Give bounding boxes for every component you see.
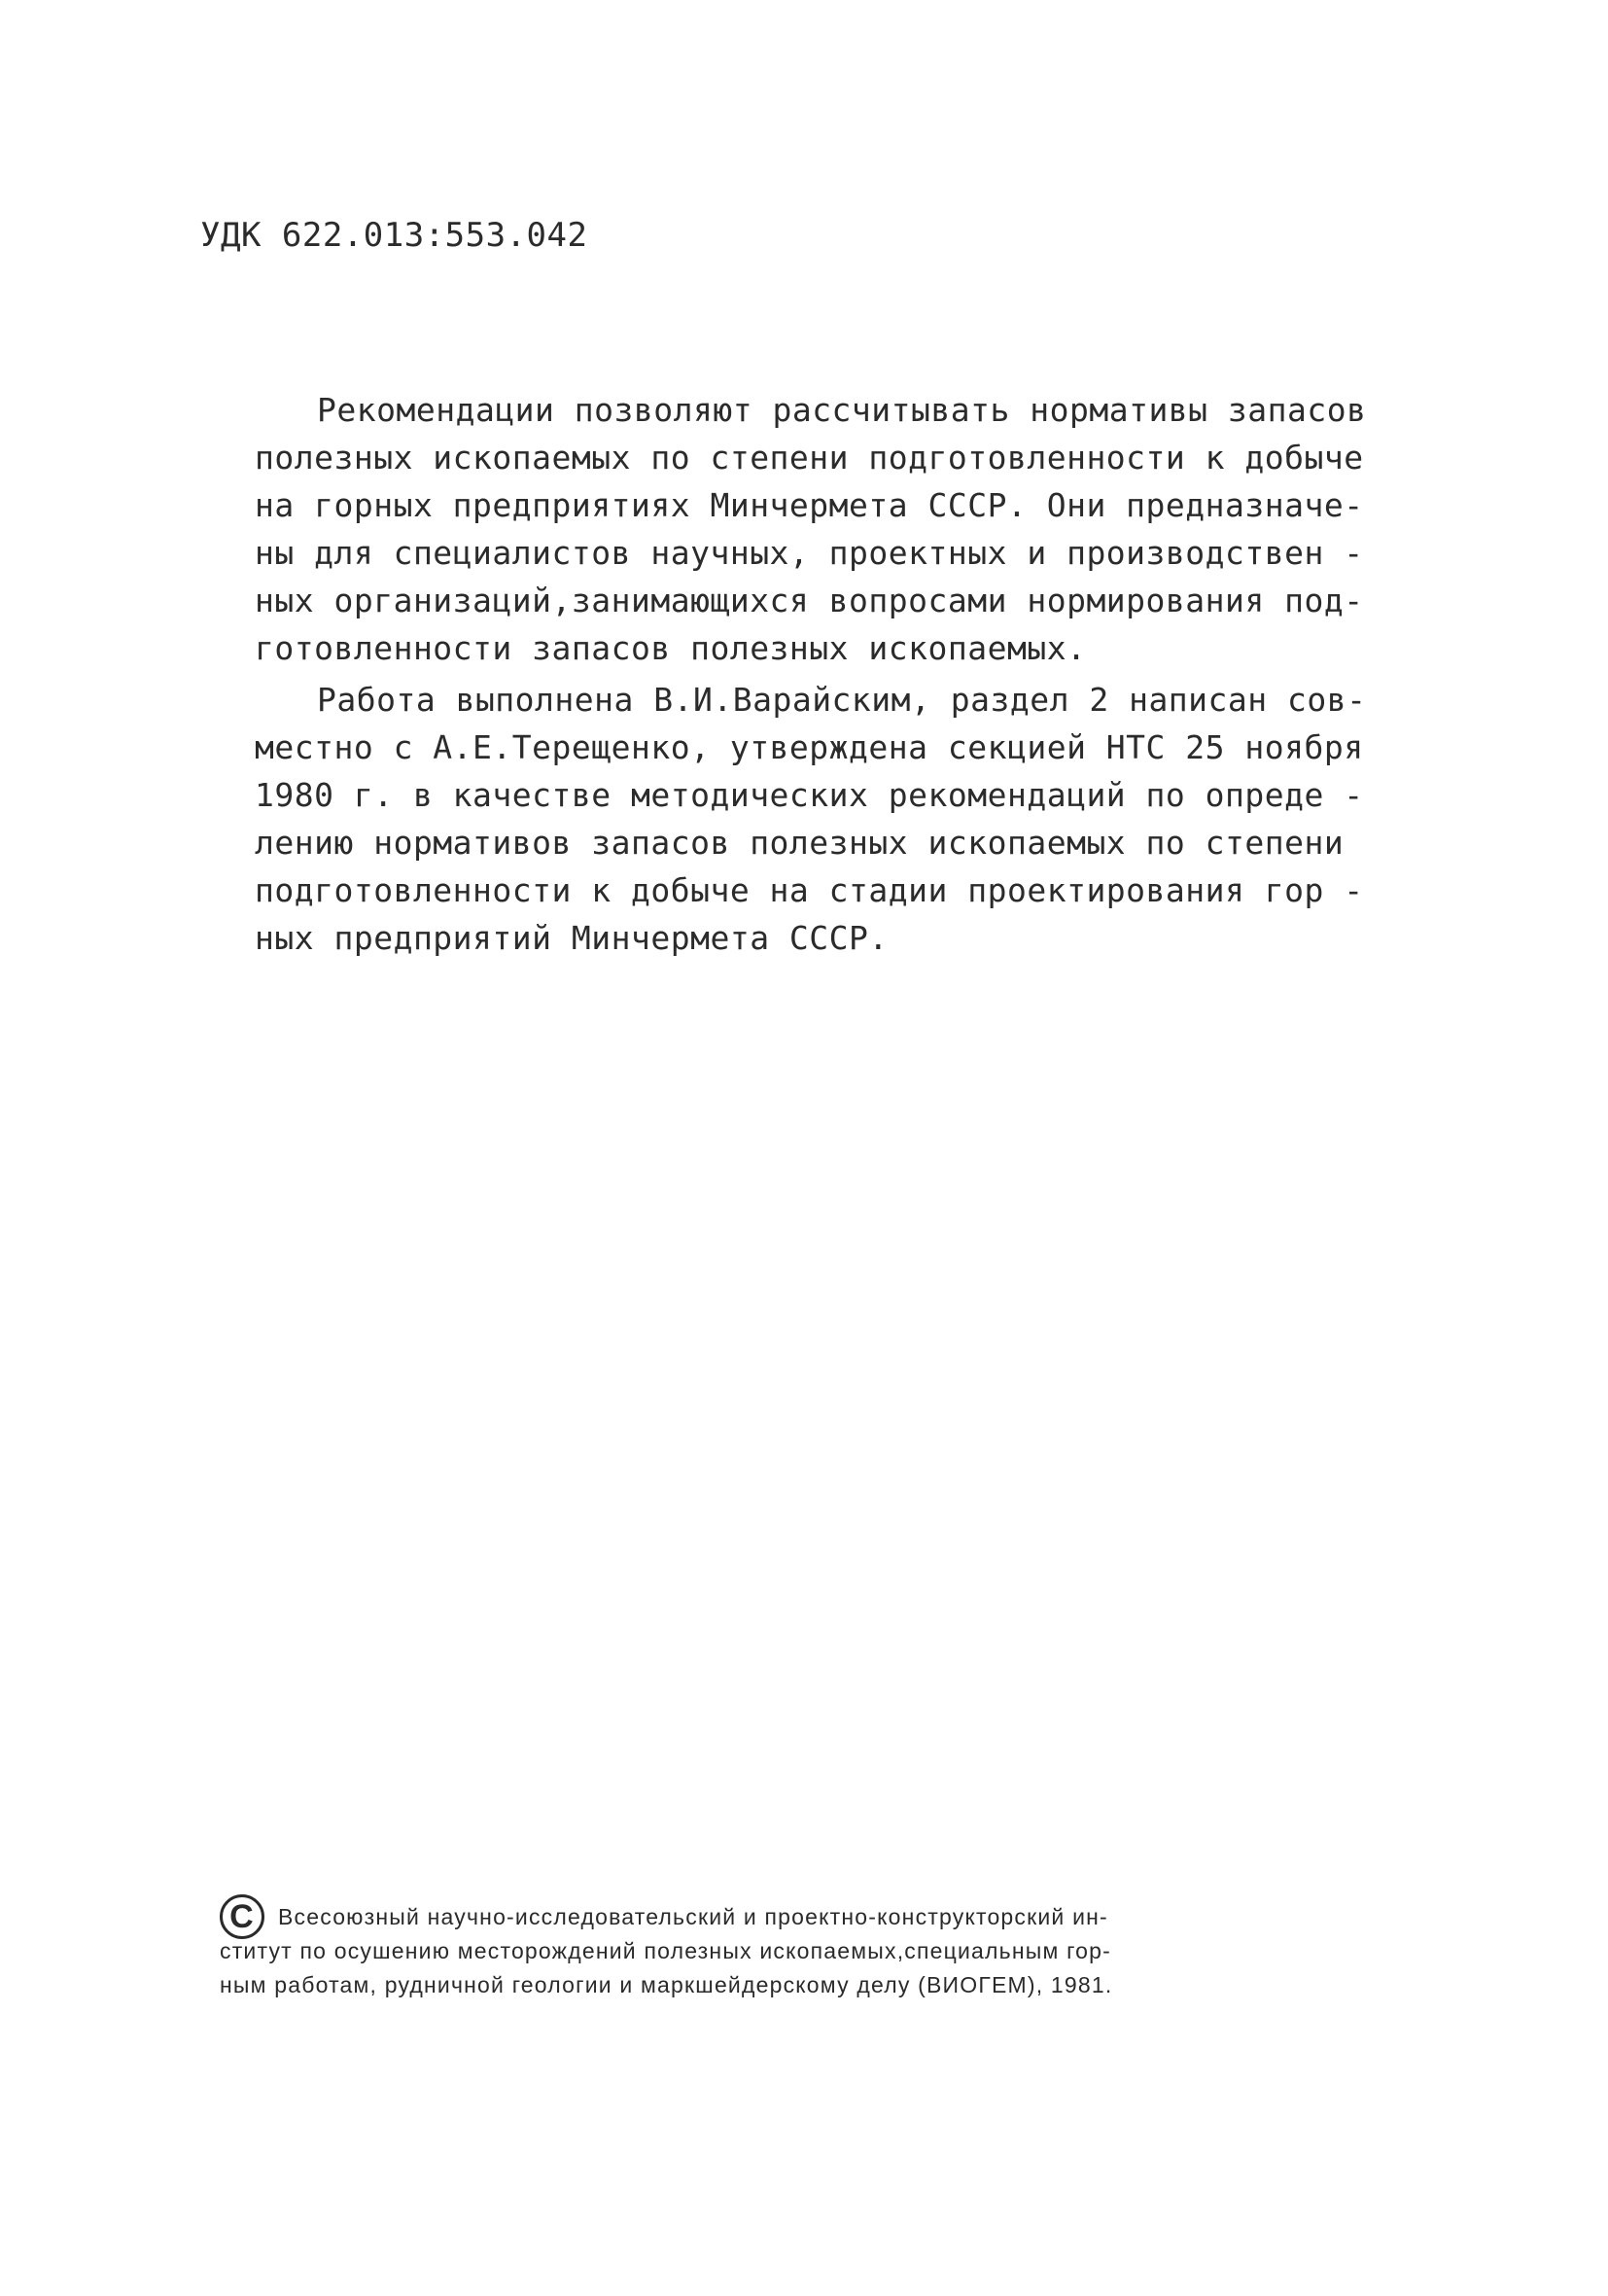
copyright-line: Всесоюзный научно-исследовательский и проектно-конструкторский ин-	[278, 1904, 1108, 1929]
text-line: на горных предприятиях Минчермета СССР. Они предназначе-	[255, 486, 1364, 524]
abstract-paragraph	[255, 386, 1373, 672]
text-line: местно с А.Е.Терещенко, утверждена секцией НТС 25 ноября	[255, 728, 1364, 766]
text-line: готовленности запасов полезных ископаемых.	[255, 629, 1087, 667]
text-line: подготовленности к добыче на стадии проектирования гор -	[255, 871, 1364, 909]
text-line: 1980 г. в качестве методических рекомендаций по опреде -	[255, 776, 1364, 814]
text-line: лению нормативов запасов полезных ископаемых по степени	[255, 824, 1345, 862]
text-line: ны для специалистов научных, проектных и производствен -	[255, 534, 1364, 572]
authorship-paragraph	[255, 676, 1373, 962]
copyright-line: ным работам, рудничной геологии и маркшейдерскому делу (ВИОГЕМ), 1981.	[220, 1972, 1113, 1997]
text-line: ных организаций,занимающихся вопросами нормирования под-	[255, 582, 1364, 619]
copyright-line: ститут по осушению месторождений полезных ископаемых,специальным гор-	[220, 1938, 1112, 1963]
copyright-notice	[220, 1900, 1357, 2002]
text-line: Рекомендации позволяют рассчитывать нормативы запасов	[317, 391, 1367, 429]
text-line: полезных ископаемых по степени подготовленности к добыче	[255, 439, 1364, 477]
udc-code: УДК 622.013:553.042	[200, 216, 588, 255]
text-line: ных предприятий Минчермета СССР.	[255, 919, 889, 957]
text-line: Работа выполнена В.И.Варайским, раздел 2 написан сов-	[317, 681, 1367, 719]
copyright-icon: C	[220, 1894, 264, 1939]
